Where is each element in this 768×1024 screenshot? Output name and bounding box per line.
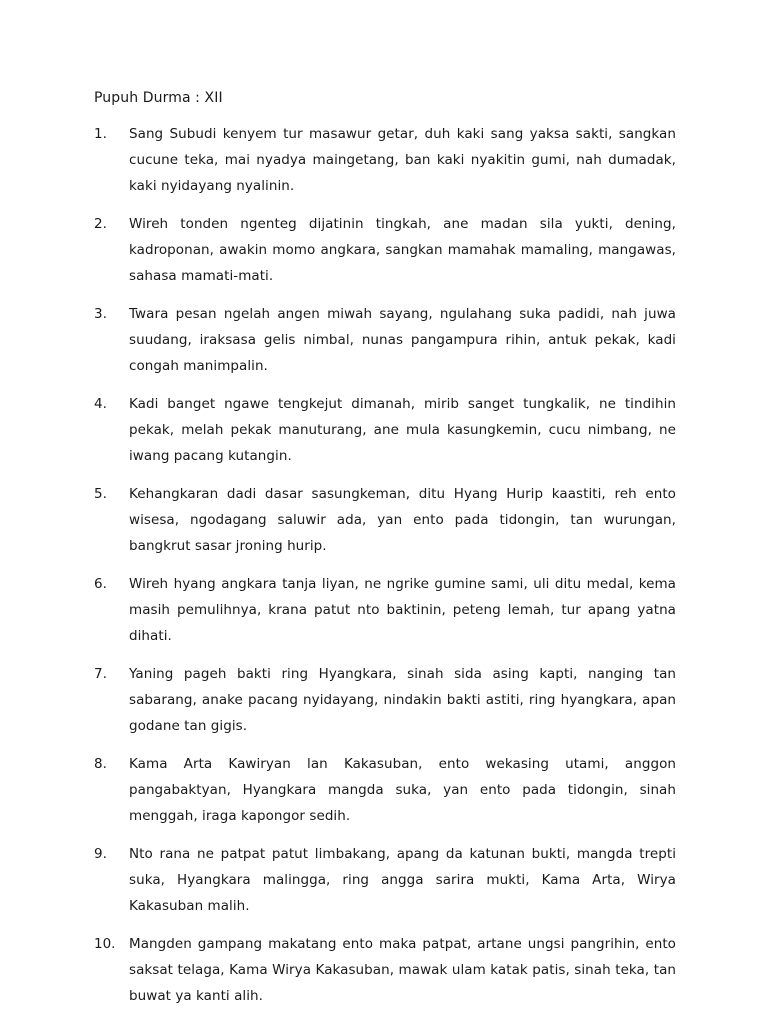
verse-text: Yaning pageh bakti ring Hyangkara, sinah sida asing kapti, nanging tan sabarang, anake pacang nyidayang, nindakin bakti astiti, ring hyangkara, apan godane tan gigis.: [129, 666, 676, 734]
verse-text: Kehangkaran dadi dasar sasungkeman, ditu Hyang Hurip kaastiti, reh ento wisesa, ngodagang saluwir ada, yan ento pada tidongin, tan wurungan, bangkrut sasar jroning hurip.: [129, 486, 676, 554]
verse-text: Kama Arta Kawiryan lan Kakasuban, ento wekasing utami, anggon pangabaktyan, Hyangkara mangda suka, yan ento pada tidongin, sinah menggah, iraga kapongor sedih.: [129, 756, 676, 824]
document-title: Pupuh Durma : XII: [94, 90, 223, 106]
verse-text: Kadi banget ngawe tengkejut dimanah, mirib sanget tungkalik, ne tindihin pekak, melah pekak manuturang, ane mula kasungkemin, cucu nimbang, ne iwang pacang kutangin.: [129, 396, 676, 464]
verse-number: 4.: [94, 396, 107, 412]
verse-item: [94, 841, 676, 919]
verse-text: Twara pesan ngelah angen miwah sayang, ngulahang suka padidi, nah juwa suudang, iraksasa gelis nimbal, nunas pangampura rihin, antuk pekak, kadi congah manimpalin.: [129, 306, 676, 374]
verse-text: Wireh hyang angkara tanja liyan, ne ngrike gumine sami, uli ditu medal, kema masih pemulihnya, krana patut nto baktinin, peteng lemah, tur apang yatna dihati.: [129, 576, 676, 644]
verse-number: 2.: [94, 216, 107, 232]
verse-text: Wireh tonden ngenteg dijatinin tingkah, ane madan sila yukti, dening, kadroponan, awakin momo angkara, sangkan mamahak mamaling, mangawas, sahasa mamati-mati.: [129, 216, 676, 284]
verse-number: 1.: [94, 126, 107, 142]
verse-item: [94, 751, 676, 829]
verse-text: Nto rana ne patpat patut limbakang, apang da katunan bukti, mangda trepti suka, Hyangkara malingga, ring angga sarira mukti, Kama Arta, Wirya Kakasuban malih.: [129, 846, 676, 914]
verse-item: [94, 121, 676, 199]
verse-number: 10.: [94, 936, 116, 952]
verse-text: Mangden gampang makatang ento maka patpat, artane ungsi pangrihin, ento saksat telaga, Kama Wirya Kakasuban, mawak ulam katak patis, sinah teka, tan buwat ya kanti alih.: [129, 936, 676, 1004]
verse-item: [94, 391, 676, 469]
verse-item: [94, 301, 676, 379]
verse-item: [94, 481, 676, 559]
verse-number: 8.: [94, 756, 107, 772]
verse-item: [94, 661, 676, 739]
verse-number: 7.: [94, 666, 107, 682]
verse-text: Sang Subudi kenyem tur masawur getar, duh kaki sang yaksa sakti, sangkan cucune teka, mai nyadya maingetang, ban kaki nyakitin gumi, nah dumadak, kaki nyidayang nyalinin.: [129, 126, 676, 194]
verse-number: 9.: [94, 846, 107, 862]
verse-number: 3.: [94, 306, 107, 322]
verse-list: [94, 121, 676, 1009]
verse-item: [94, 571, 676, 649]
verse-number: 5.: [94, 486, 107, 502]
verse-number: 6.: [94, 576, 107, 592]
verse-item: [94, 931, 676, 1009]
verse-item: [94, 211, 676, 289]
